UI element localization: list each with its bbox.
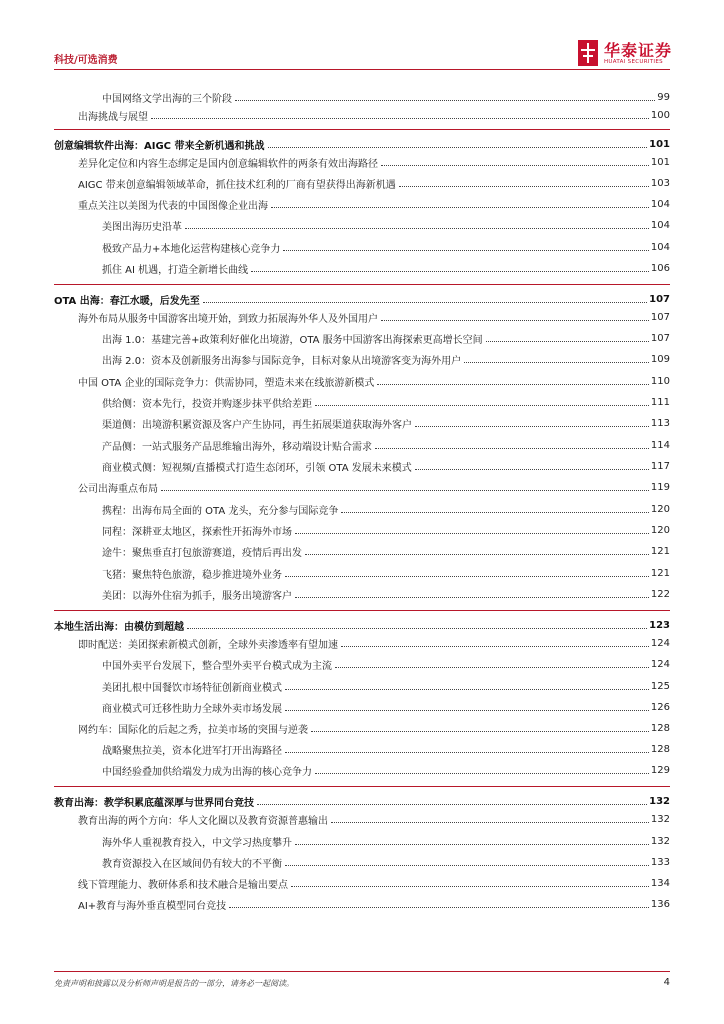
toc-dot-leader (268, 147, 648, 148)
toc-entry-title: 海外布局从服务中国游客出境开始，到致力拓展海外华人及外国用户 (78, 313, 378, 325)
toc-entry-title: 出海 1.0：基建完善+政策利好催化出境游，OTA 服务中国游客出海探索更高增长空间 (102, 334, 483, 346)
toc-entry-title: 中国外卖平台发展下，整合型外卖平台模式成为主流 (102, 660, 332, 672)
toc-entry-title: 本地生活出海：由模仿到超越 (54, 621, 184, 633)
toc-entry-page: 107 (650, 332, 670, 344)
toc-dot-leader (335, 667, 649, 668)
toc-entry-title: 中国网络文学出海的三个阶段 (102, 93, 232, 105)
toc-entry-title: AI+教育与海外垂直模型同台竞技 (78, 900, 227, 912)
toc-entry[interactable] (102, 655, 670, 673)
toc-entry[interactable] (78, 634, 670, 652)
toc-entry[interactable] (102, 88, 670, 106)
toc-dot-leader (377, 384, 649, 385)
toc-entry-page: 107 (650, 311, 670, 323)
toc-entry[interactable] (102, 542, 670, 560)
toc-entry-title: 出海 2.0：资本及创新服务出海参与国际竞争，目标对象从出境游客变为海外用户 (102, 355, 462, 367)
toc-entry-page: 132 (649, 795, 670, 807)
toc-entry-page: 107 (649, 293, 670, 305)
toc-dot-leader (331, 822, 649, 823)
toc-entry[interactable] (102, 393, 670, 411)
section-separator (54, 786, 670, 787)
toc-entry-page: 104 (650, 219, 670, 231)
toc-entry-title: 重点关注以美图为代表的中国图像企业出海 (78, 200, 268, 212)
toc-entry-page: 121 (650, 567, 670, 579)
toc-dot-leader (399, 186, 649, 187)
toc-dot-leader (341, 512, 649, 513)
toc-entry-title: 创意编辑软件出海：AIGC 带来全新机遇和挑战 (54, 140, 265, 152)
toc-entry[interactable] (102, 740, 670, 758)
toc-entry-title: 美团：以海外住宿为抓手，服务出境游客户 (102, 590, 292, 602)
toc-entry-title: 战略聚焦拉美，资本化进军打开出海路径 (102, 745, 282, 757)
toc-dot-leader (305, 554, 649, 555)
toc-entry-title: 美团扎根中国餐饮市场特征创新商业模式 (102, 682, 282, 694)
toc-dot-leader (415, 469, 649, 470)
toc-entry-title: 极致产品力+本地化运营构建核心竞争力 (102, 243, 281, 255)
toc-entry[interactable] (78, 874, 670, 892)
toc-entry-title: 教育资源投入在区域间仍有较大的不平衡 (102, 858, 282, 870)
toc-entry-title: 商业模式侧：短视频/直播模式打造生态闭环，引领 OTA 发展未来模式 (102, 462, 412, 474)
toc-entry-title: 线下管理能力、教研体系和技术融合是输出要点 (78, 879, 288, 891)
toc-entry[interactable] (102, 698, 670, 716)
toc-entry-page: 119 (650, 481, 670, 493)
toc-dot-leader (311, 731, 649, 732)
toc-entry-page: 109 (650, 353, 670, 365)
toc-entry[interactable] (54, 135, 670, 153)
toc-entry-page: 120 (650, 524, 670, 536)
toc-entry[interactable] (102, 436, 670, 454)
toc-entry-page: 120 (650, 503, 670, 515)
toc-entry[interactable] (102, 500, 670, 518)
toc-entry-page: 125 (650, 680, 670, 692)
toc-entry-page: 104 (650, 241, 670, 253)
toc-entry[interactable] (102, 585, 670, 603)
toc-entry-title: 产品侧：一站式服务产品思维输出海外，移动端设计贴合需求 (102, 441, 372, 453)
toc-entry[interactable] (102, 329, 670, 347)
toc-entry-page: 111 (650, 396, 670, 408)
toc-entry-page: 128 (650, 743, 670, 755)
toc-entry[interactable] (78, 719, 670, 737)
toc-entry-page: 113 (650, 417, 670, 429)
toc-entry-page: 128 (650, 722, 670, 734)
toc-entry-title: 教育出海：教学积累底蕴深厚与世界同台竞技 (54, 797, 254, 809)
logo-cn-text: 华泰证券 (604, 41, 673, 60)
header-rule (54, 69, 670, 70)
toc-entry-title: 中国经验叠加供给端发力成为出海的核心竞争力 (102, 766, 312, 778)
toc-entry-title: 携程：出海布局全面的 OTA 龙头，充分参与国际竞争 (102, 505, 339, 517)
toc-entry-page: 136 (650, 898, 670, 910)
toc-dot-leader (285, 865, 649, 866)
toc-entry-page: 99 (657, 91, 670, 103)
toc-dot-leader (315, 405, 649, 406)
toc-entry[interactable] (102, 350, 670, 368)
toc-dot-leader (415, 426, 649, 427)
toc-dot-leader (251, 271, 649, 272)
section-separator (54, 129, 670, 130)
toc-entry-title: 海外华人重视教育投入，中文学习热度攀升 (102, 837, 292, 849)
toc-entry[interactable] (54, 616, 670, 634)
toc-dot-leader (291, 886, 649, 887)
toc-entry-title: 供给侧：资本先行，投资并购逐步抹平供给差距 (102, 398, 312, 410)
toc-entry[interactable] (102, 832, 670, 850)
section-separator (54, 284, 670, 285)
huatai-logo (578, 38, 674, 70)
toc-dot-leader (341, 646, 649, 647)
toc-entry-title: 商业模式可迁移性助力全球外卖市场发展 (102, 703, 282, 715)
toc-entry-title: 抓住 AI 机遇，打造全新增长曲线 (102, 264, 249, 276)
toc-entry-title: 公司出海重点布局 (78, 483, 158, 495)
toc-entry-page: 134 (650, 877, 670, 889)
toc-entry-page: 104 (650, 198, 670, 210)
toc-dot-leader (486, 341, 649, 342)
toc-entry[interactable] (78, 195, 670, 213)
toc-entry[interactable] (54, 290, 670, 308)
toc-entry-page: 132 (650, 835, 670, 847)
toc-entry-title: 美图出海历史沿革 (102, 221, 182, 233)
toc-entry-title: 即时配送：美团探索新模式创新，全球外卖渗透率有望加速 (78, 639, 338, 651)
toc-entry-page: 124 (650, 637, 670, 649)
toc-entry-title: 差异化定位和内容生态绑定是国内创意编辑软件的两条有效出海路径 (78, 158, 378, 170)
toc-entry-page: 133 (650, 856, 670, 868)
toc-entry-title: 中国 OTA 企业的国际竞争力：供需协同，塑造未来在线旅游新模式 (78, 377, 375, 389)
toc-dot-leader (203, 302, 647, 303)
toc-dot-leader (464, 362, 649, 363)
section-separator (54, 610, 670, 611)
toc-entry-title: 渠道侧：出境游积累资源及客户产生协同，再生拓展渠道获取海外客户 (102, 419, 412, 431)
toc-entry[interactable] (102, 238, 670, 256)
page-number: 4 (663, 977, 670, 988)
toc-entry[interactable] (102, 414, 670, 432)
toc-entry[interactable] (78, 106, 670, 124)
toc-dot-leader (151, 118, 649, 119)
toc-dot-leader (235, 100, 655, 101)
toc-entry-page: 100 (650, 109, 670, 121)
toc-dot-leader (381, 320, 649, 321)
toc-entry[interactable] (102, 216, 670, 234)
toc-dot-leader (271, 207, 649, 208)
toc-entry-page: 110 (650, 375, 670, 387)
toc-entry-page: 114 (650, 439, 670, 451)
toc-entry-title: 途牛：聚焦垂直打包旅游赛道，疫情后再出发 (102, 547, 302, 559)
toc-entry[interactable] (78, 372, 670, 390)
toc-entry-title: AIGC 带来创意编辑领域革命，抓住技术红利的厂商有望获得出海新机遇 (78, 179, 396, 191)
toc-dot-leader (285, 752, 649, 753)
toc-entry[interactable] (78, 308, 670, 326)
toc-entry-title: 出海挑战与展望 (78, 111, 148, 123)
toc-entry-page: 103 (650, 177, 670, 189)
toc-entry-page: 121 (650, 545, 670, 557)
huatai-logo-icon (578, 40, 598, 66)
header-category: 科技/可选消费 (54, 55, 118, 66)
footer-disclaimer: 免责声明和披露以及分析师声明是报告的一部分，请务必一起阅读。 (54, 979, 294, 988)
toc-dot-leader (285, 576, 649, 577)
toc-entry-page: 132 (650, 813, 670, 825)
toc-entry[interactable] (102, 853, 670, 871)
toc-entry[interactable] (102, 677, 670, 695)
toc-entry-page: 101 (649, 138, 670, 150)
toc-entry[interactable] (78, 895, 670, 913)
toc-dot-leader (315, 773, 649, 774)
toc-entry[interactable] (78, 174, 670, 192)
toc-dot-leader (185, 228, 649, 229)
toc-entry[interactable] (102, 761, 670, 779)
toc-dot-leader (295, 533, 649, 534)
toc-entry[interactable] (102, 521, 670, 539)
toc-dot-leader (285, 710, 649, 711)
toc-entry-title: 网约车：国际化的后起之秀，拉美市场的突围与逆袭 (78, 724, 308, 736)
toc-dot-leader (375, 448, 649, 449)
toc-entry-page: 123 (649, 619, 670, 631)
toc-dot-leader (187, 628, 647, 629)
toc-dot-leader (257, 804, 647, 805)
logo-en-text: HUATAI SECURITIES (604, 59, 663, 65)
toc-dot-leader (295, 844, 649, 845)
toc-entry-page: 124 (650, 658, 670, 670)
footer-rule (54, 971, 670, 972)
toc-entry-page: 126 (650, 701, 670, 713)
toc-entry[interactable] (102, 259, 670, 277)
toc-entry[interactable] (78, 153, 670, 171)
toc-dot-leader (161, 490, 649, 491)
toc-dot-leader (229, 907, 649, 908)
toc-dot-leader (285, 689, 649, 690)
toc-entry[interactable] (102, 564, 670, 582)
toc-entry-title: 教育出海的两个方向：华人文化圈以及教育资源普惠输出 (78, 815, 328, 827)
toc-dot-leader (381, 165, 649, 166)
toc-entry[interactable] (54, 792, 670, 810)
toc-entry[interactable] (78, 810, 670, 828)
toc-dot-leader (295, 597, 649, 598)
toc-entry[interactable] (102, 457, 670, 475)
toc-entry-title: 同程：深耕亚太地区，探索性开拓海外市场 (102, 526, 292, 538)
toc-dot-leader (283, 250, 649, 251)
toc-entry-page: 129 (650, 764, 670, 776)
toc-entry-page: 106 (650, 262, 670, 274)
toc-entry-title: OTA 出海：春江水暖，后发先至 (54, 295, 200, 307)
toc-entry-page: 122 (650, 588, 670, 600)
toc-entry-title: 飞猪：聚焦特色旅游，稳步推进境外业务 (102, 569, 282, 581)
toc-entry-page: 117 (650, 460, 670, 472)
toc-entry[interactable] (78, 478, 670, 496)
toc-entry-page: 101 (650, 156, 670, 168)
